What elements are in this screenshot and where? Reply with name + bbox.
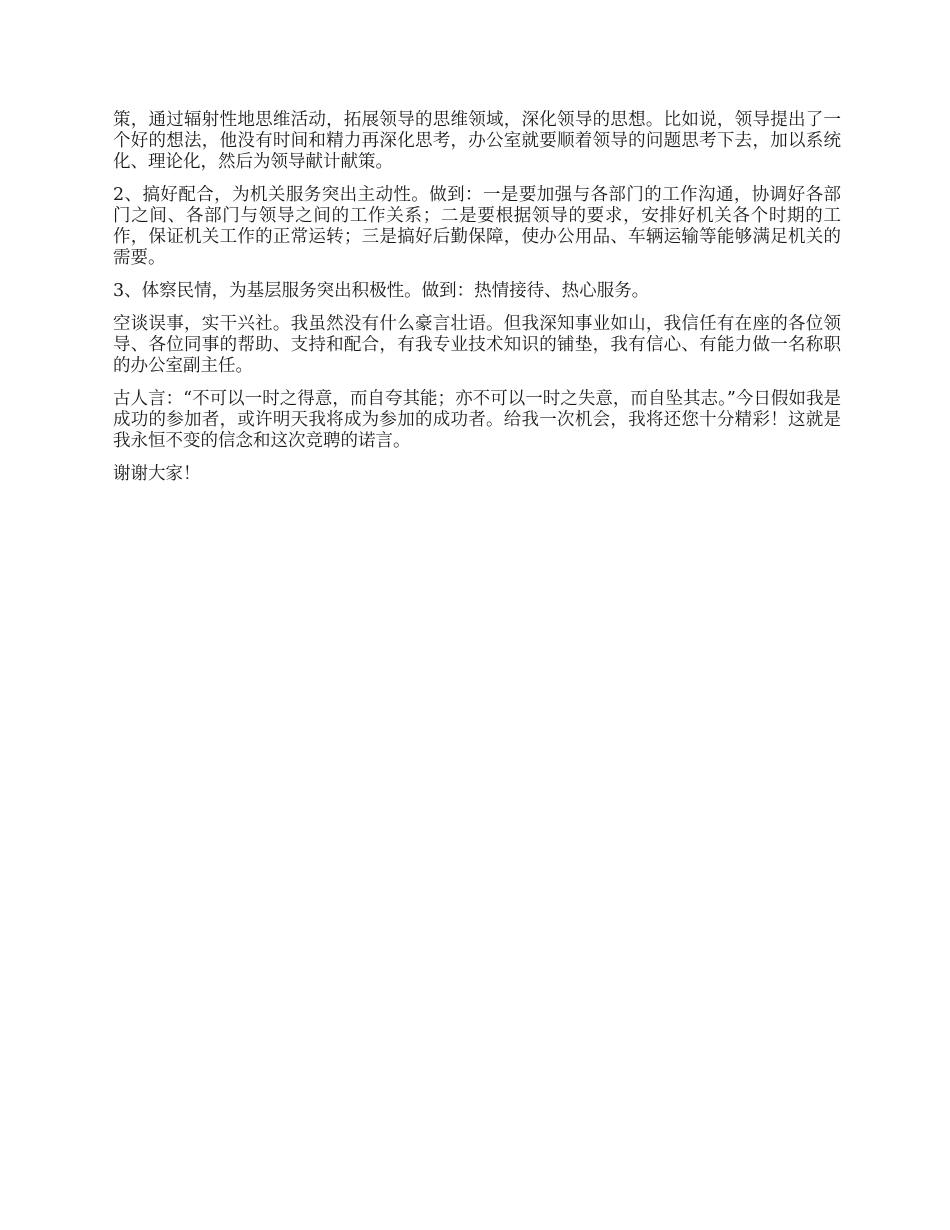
paragraph-quote: 古人言：“不可以一时之得意，而自夸其能；亦不可以一时之失意，而自坠其志。”今日假如我是成功的参加者，或许明天我将成为参加的成功者。给我一次机会，我将还您十分精彩！这就是我永恒不变的信念和这次竞聘的诺言。 — [113, 389, 841, 451]
paragraph-closing: 空谈误事，实干兴社。我虽然没有什么豪言壮语。但我深知事业如山，我信任有在座的各位领导、各位同事的帮助、支持和配合，有我专业技术知识的铺垫，我有信心、有能力做一名称职的办公室副主任。 — [113, 314, 841, 376]
paragraph-thanks: 谢谢大家！ — [113, 464, 201, 484]
document-page — [113, 110, 841, 497]
paragraph-continuation: 策，通过辐射性地思维活动，拓展领导的思维领域，深化领导的思想。比如说，领导提出了一个好的想法，他没有时间和精力再深化思考，办公室就要顺着领导的问题思考下去，加以系统化、理论化，然后为领导献计献策。 — [113, 110, 841, 172]
paragraph-item-3: 3、体察民情，为基层服务突出积极性。做到：热情接待、热心服务。 — [113, 281, 650, 301]
paragraph-item-2: 2、搞好配合，为机关服务突出主动性。做到：一是要加强与各部门的工作沟通，协调好各部门之间、各部门与领导之间的工作关系；二是要根据领导的要求，安排好机关各个时期的工作，保证机关工作的正常运转；三是搞好后勤保障，使办公用品、车辆运输等能够满足机关的需要。 — [113, 185, 841, 268]
